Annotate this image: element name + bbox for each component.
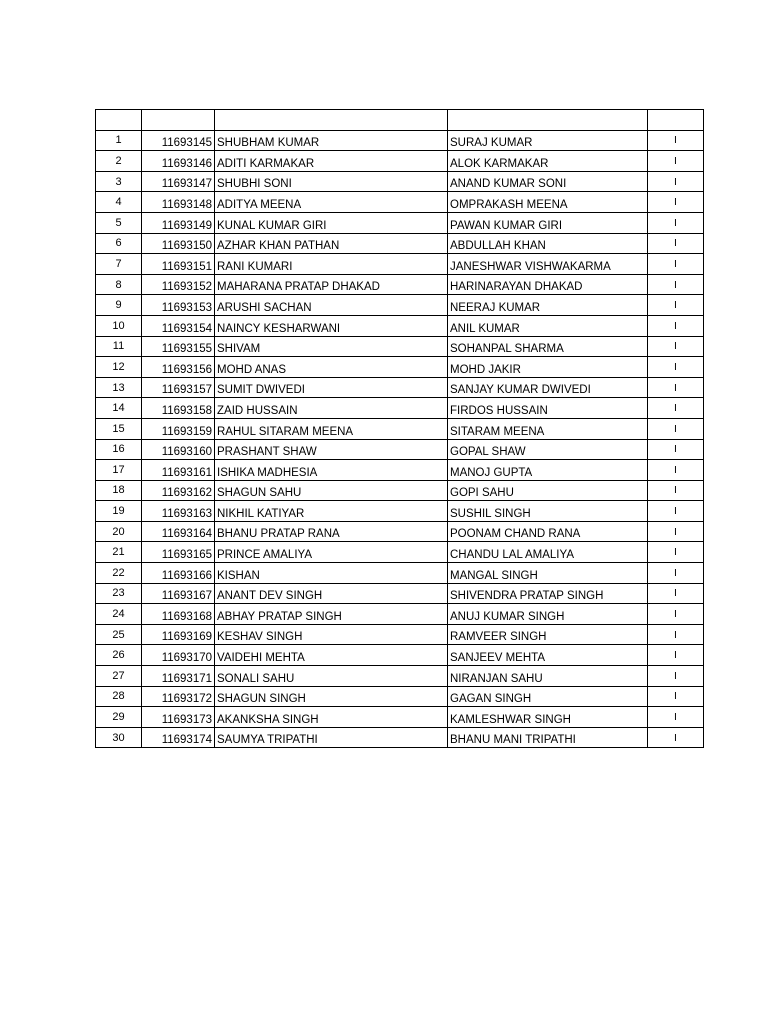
father-name-cell: ANIL KUMAR [448,315,648,336]
semester-cell: I [648,686,704,707]
table-row [96,254,704,275]
student-name-cell: AKANKSHA SINGH [215,707,448,728]
student-name-cell: MOHD ANAS [215,357,448,378]
father-name-cell: BHANU MANI TRIPATHI [448,727,648,748]
father-name-cell: NIRANJAN SAHU [448,666,648,687]
roll-number-cell: 11693148 [142,192,215,213]
header-cell-sn [96,110,142,131]
table-row [96,171,704,192]
roll-number-cell: 11693156 [142,357,215,378]
roll-number-cell: 11693164 [142,521,215,542]
serial-number-cell: 17 [96,460,142,481]
semester-cell: I [648,418,704,439]
father-name-cell: SANJAY KUMAR DWIVEDI [448,377,648,398]
student-name-cell: ISHIKA MADHESIA [215,460,448,481]
serial-number-cell: 15 [96,418,142,439]
table-row [96,192,704,213]
father-name-cell: OMPRAKASH MEENA [448,192,648,213]
table-row [96,336,704,357]
student-name-cell: ARUSHI SACHAN [215,295,448,316]
student-name-cell: AZHAR KHAN PATHAN [215,233,448,254]
roll-number-cell: 11693146 [142,151,215,172]
table-row [96,624,704,645]
student-name-cell: ABHAY PRATAP SINGH [215,604,448,625]
father-name-cell: NEERAJ KUMAR [448,295,648,316]
father-name-cell: SITARAM MEENA [448,418,648,439]
father-name-cell: MOHD JAKIR [448,357,648,378]
father-name-cell: GOPI SAHU [448,480,648,501]
table-row [96,418,704,439]
roll-number-cell: 11693169 [142,624,215,645]
father-name-cell: RAMVEER SINGH [448,624,648,645]
father-name-cell: PAWAN KUMAR GIRI [448,212,648,233]
serial-number-cell: 9 [96,295,142,316]
serial-number-cell: 25 [96,624,142,645]
serial-number-cell: 10 [96,315,142,336]
roll-number-cell: 11693162 [142,480,215,501]
semester-cell: I [648,645,704,666]
table-row [96,295,704,316]
student-name-cell: KUNAL KUMAR GIRI [215,212,448,233]
student-name-cell: KISHAN [215,563,448,584]
table-row [96,212,704,233]
header-row [96,110,704,131]
student-name-cell: ADITI KARMAKAR [215,151,448,172]
semester-cell: I [648,542,704,563]
serial-number-cell: 19 [96,501,142,522]
table-row [96,398,704,419]
father-name-cell: ABDULLAH KHAN [448,233,648,254]
semester-cell: I [648,563,704,584]
semester-cell: I [648,666,704,687]
student-name-cell: SHAGUN SINGH [215,686,448,707]
table-row [96,501,704,522]
header-cell-roll [142,110,215,131]
roll-number-cell: 11693163 [142,501,215,522]
semester-cell: I [648,315,704,336]
serial-number-cell: 8 [96,274,142,295]
table-row [96,357,704,378]
student-name-cell: NIKHIL KATIYAR [215,501,448,522]
roll-number-cell: 11693155 [142,336,215,357]
student-name-cell: SONALI SAHU [215,666,448,687]
roll-number-cell: 11693165 [142,542,215,563]
serial-number-cell: 18 [96,480,142,501]
semester-cell: I [648,130,704,151]
student-name-cell: SAUMYA TRIPATHI [215,727,448,748]
student-name-cell: RAHUL SITARAM MEENA [215,418,448,439]
father-name-cell: POONAM CHAND RANA [448,521,648,542]
table-row [96,583,704,604]
roll-number-cell: 11693151 [142,254,215,275]
father-name-cell: GOPAL SHAW [448,439,648,460]
semester-cell: I [648,398,704,419]
roll-number-cell: 11693160 [142,439,215,460]
semester-cell: I [648,624,704,645]
roll-number-cell: 11693152 [142,274,215,295]
student-name-cell: SHAGUN SAHU [215,480,448,501]
father-name-cell: MANGAL SINGH [448,563,648,584]
serial-number-cell: 12 [96,357,142,378]
semester-cell: I [648,521,704,542]
father-name-cell: SOHANPAL SHARMA [448,336,648,357]
student-name-cell: MAHARANA PRATAP DHAKAD [215,274,448,295]
table-row [96,727,704,748]
semester-cell: I [648,707,704,728]
roll-number-cell: 11693147 [142,171,215,192]
serial-number-cell: 21 [96,542,142,563]
serial-number-cell: 28 [96,686,142,707]
student-name-cell: VAIDEHI MEHTA [215,645,448,666]
father-name-cell: ALOK KARMAKAR [448,151,648,172]
student-name-cell: NAINCY KESHARWANI [215,315,448,336]
serial-number-cell: 27 [96,666,142,687]
serial-number-cell: 5 [96,212,142,233]
semester-cell: I [648,336,704,357]
student-list-table [95,109,704,748]
table-row [96,130,704,151]
serial-number-cell: 11 [96,336,142,357]
serial-number-cell: 29 [96,707,142,728]
serial-number-cell: 20 [96,521,142,542]
student-name-cell: PRINCE AMALIYA [215,542,448,563]
serial-number-cell: 3 [96,171,142,192]
roll-number-cell: 11693158 [142,398,215,419]
table-row [96,542,704,563]
father-name-cell: SUSHIL SINGH [448,501,648,522]
serial-number-cell: 7 [96,254,142,275]
father-name-cell: HARINARAYAN DHAKAD [448,274,648,295]
table-row [96,233,704,254]
table-row [96,563,704,584]
semester-cell: I [648,727,704,748]
father-name-cell: SANJEEV MEHTA [448,645,648,666]
student-name-cell: SHUBHAM KUMAR [215,130,448,151]
serial-number-cell: 23 [96,583,142,604]
table-row [96,707,704,728]
table-row [96,645,704,666]
father-name-cell: MANOJ GUPTA [448,460,648,481]
student-name-cell: ADITYA MEENA [215,192,448,213]
serial-number-cell: 1 [96,130,142,151]
serial-number-cell: 2 [96,151,142,172]
student-name-cell: SHUBHI SONI [215,171,448,192]
semester-cell: I [648,604,704,625]
student-name-cell: BHANU PRATAP RANA [215,521,448,542]
header-cell-name [215,110,448,131]
table-body [96,110,704,748]
table-row [96,460,704,481]
semester-cell: I [648,439,704,460]
serial-number-cell: 24 [96,604,142,625]
father-name-cell: FIRDOS HUSSAIN [448,398,648,419]
semester-cell: I [648,377,704,398]
serial-number-cell: 22 [96,563,142,584]
roll-number-cell: 11693171 [142,666,215,687]
student-name-cell: SHIVAM [215,336,448,357]
semester-cell: I [648,274,704,295]
serial-number-cell: 26 [96,645,142,666]
table-row [96,686,704,707]
header-cell-father [448,110,648,131]
roll-number-cell: 11693173 [142,707,215,728]
father-name-cell: KAMLESHWAR SINGH [448,707,648,728]
table-row [96,151,704,172]
roll-number-cell: 11693172 [142,686,215,707]
father-name-cell: ANUJ KUMAR SINGH [448,604,648,625]
table-row [96,521,704,542]
table-row [96,315,704,336]
serial-number-cell: 13 [96,377,142,398]
semester-cell: I [648,480,704,501]
semester-cell: I [648,254,704,275]
table-row [96,604,704,625]
semester-cell: I [648,212,704,233]
father-name-cell: JANESHWAR VISHWAKARMA [448,254,648,275]
roll-number-cell: 11693170 [142,645,215,666]
table-row [96,480,704,501]
table-row [96,274,704,295]
semester-cell: I [648,171,704,192]
table-row [96,666,704,687]
roll-number-cell: 11693157 [142,377,215,398]
semester-cell: I [648,501,704,522]
student-name-cell: ANANT DEV SINGH [215,583,448,604]
semester-cell: I [648,151,704,172]
roll-number-cell: 11693168 [142,604,215,625]
father-name-cell: SHIVENDRA PRATAP SINGH [448,583,648,604]
student-name-cell: RANI KUMARI [215,254,448,275]
roll-number-cell: 11693166 [142,563,215,584]
student-name-cell: ZAID HUSSAIN [215,398,448,419]
serial-number-cell: 30 [96,727,142,748]
serial-number-cell: 14 [96,398,142,419]
table-row [96,377,704,398]
father-name-cell: SURAJ KUMAR [448,130,648,151]
roll-number-cell: 11693149 [142,212,215,233]
roll-number-cell: 11693145 [142,130,215,151]
semester-cell: I [648,192,704,213]
serial-number-cell: 6 [96,233,142,254]
semester-cell: I [648,357,704,378]
semester-cell: I [648,583,704,604]
roll-number-cell: 11693153 [142,295,215,316]
roll-number-cell: 11693174 [142,727,215,748]
student-name-cell: SUMIT DWIVEDI [215,377,448,398]
roll-number-cell: 11693154 [142,315,215,336]
serial-number-cell: 4 [96,192,142,213]
table-row [96,439,704,460]
father-name-cell: ANAND KUMAR SONI [448,171,648,192]
semester-cell: I [648,460,704,481]
roll-number-cell: 11693150 [142,233,215,254]
header-cell-semester [648,110,704,131]
roll-number-cell: 11693159 [142,418,215,439]
semester-cell: I [648,295,704,316]
father-name-cell: GAGAN SINGH [448,686,648,707]
roll-number-cell: 11693167 [142,583,215,604]
serial-number-cell: 16 [96,439,142,460]
student-name-cell: PRASHANT SHAW [215,439,448,460]
father-name-cell: CHANDU LAL AMALIYA [448,542,648,563]
student-name-cell: KESHAV SINGH [215,624,448,645]
semester-cell: I [648,233,704,254]
roll-number-cell: 11693161 [142,460,215,481]
